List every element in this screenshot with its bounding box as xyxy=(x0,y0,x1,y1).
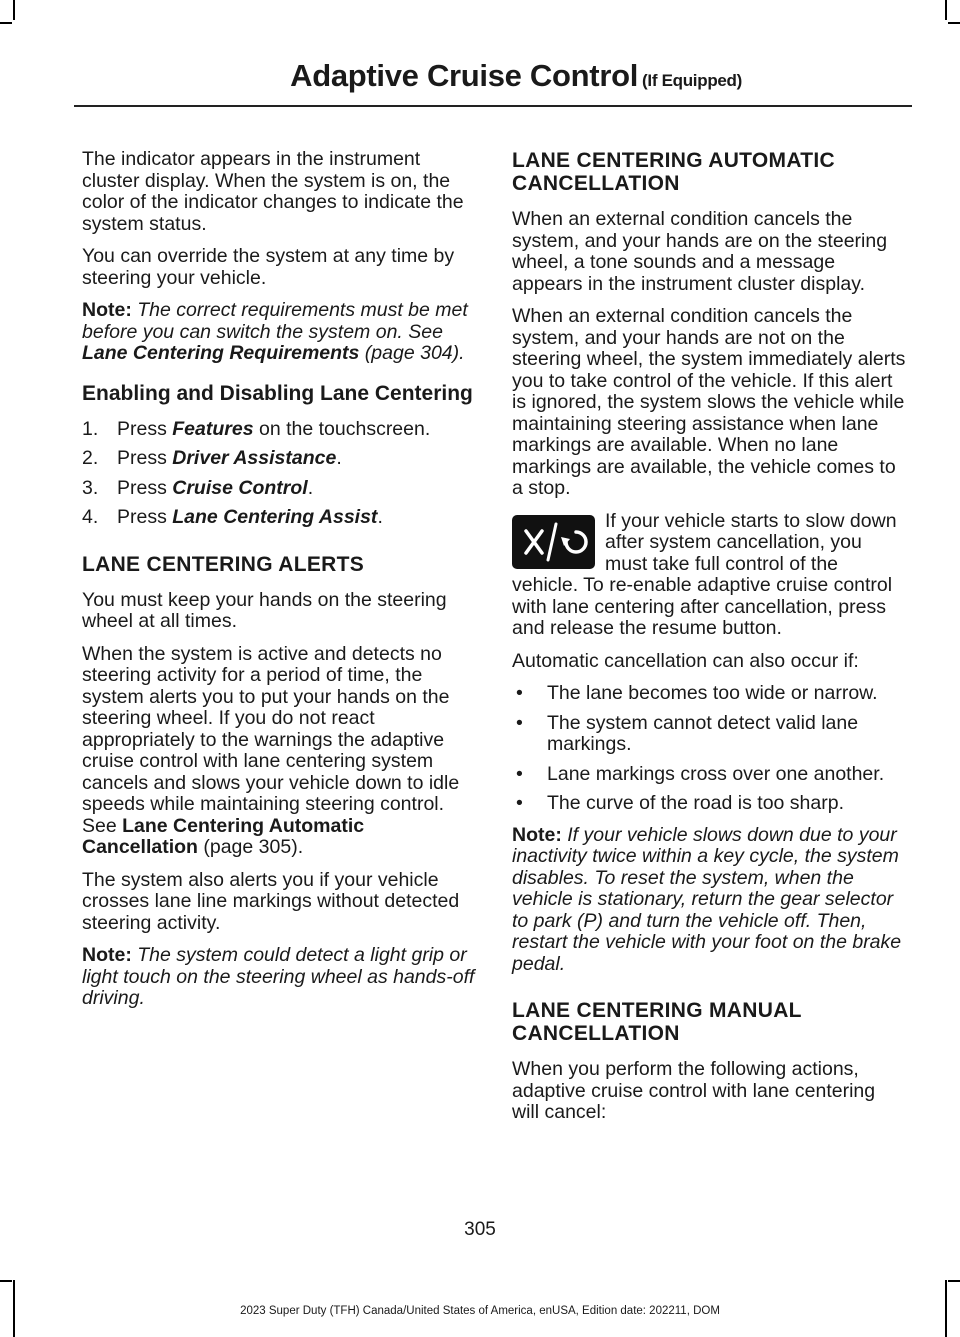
manual-cancellation-heading: LANE CENTERING MANUAL CANCELLATION xyxy=(512,999,802,1045)
steps-list xyxy=(82,419,477,529)
header-subtitle: (If Equipped) xyxy=(642,71,742,90)
step-text: Press xyxy=(117,506,173,528)
override-paragraph: You can override the system at any time by steering your vehicle. xyxy=(82,245,455,289)
step-number: 4. xyxy=(82,506,99,528)
step-item xyxy=(82,478,477,500)
list-item: • Lane markings cross over one another. xyxy=(516,762,885,785)
auto-conditions-intro: Automatic cancellation can also occur if: xyxy=(512,649,859,672)
list-item-text: The system cannot detect valid lane markings. xyxy=(547,711,859,755)
alerts-page-ref: (page 305). xyxy=(197,836,304,858)
crop-mark xyxy=(13,0,15,20)
conditions-list xyxy=(512,683,907,815)
automatic-cancellation-heading: LANE CENTERING AUTOMATIC CANCELLATION xyxy=(512,149,835,195)
cross-reference-link[interactable]: Lane Centering Requirements xyxy=(82,342,360,364)
alerts-heading: LANE CENTERING ALERTS xyxy=(82,552,365,576)
step-number: 2. xyxy=(82,447,99,469)
note-requirements xyxy=(82,300,477,365)
list-item: • The lane becomes too wide or narrow. xyxy=(516,682,878,704)
page-header-title xyxy=(290,58,742,94)
footer-edition-info: 2023 Super Duty (TFH) Canada/United States of America, enUSA, Edition date: 202211, DOM xyxy=(240,1305,720,1317)
intro-paragraph: The indicator appears in the instrument cluster display. When the system is on, the color of the indicator changes to indicate the system status. xyxy=(82,148,464,235)
note-text: If your vehicle slows down due to your inactivity twice within a key cycle, the system disables. To reset the system, when the vehicle is stationary, return the gear selector to park (P) and turn the vehicle off. Then, restart the vehicle with your foot on the brake pedal. xyxy=(512,823,902,975)
step-item xyxy=(82,507,477,529)
note-label: Note: xyxy=(512,823,562,846)
alerts-paragraph: You must keep your hands on the steering wheel at all times. xyxy=(82,588,447,632)
step-text: Press xyxy=(117,417,173,440)
step-item xyxy=(82,419,477,441)
step-number: 3. xyxy=(82,476,99,499)
step-text: . xyxy=(377,506,383,528)
note-label: Note: xyxy=(82,299,132,321)
step-text: . xyxy=(336,447,342,469)
note-hands-off xyxy=(82,945,477,1010)
step-term: Lane Centering Assist xyxy=(172,506,378,528)
step-text: Press xyxy=(117,476,173,499)
step-number: 1. xyxy=(82,417,99,440)
auto-paragraph-hands-on: When an external condition cancels the system, and your hands are on the steering wheel, a tone sounds and a message appears in the instrument cluster display. xyxy=(512,208,888,295)
step-term: Features xyxy=(172,417,254,440)
resume-block xyxy=(512,511,907,651)
note-label: Note: xyxy=(82,944,132,966)
step-text: on the touchscreen. xyxy=(253,417,431,440)
header-divider xyxy=(74,105,912,107)
right-column xyxy=(512,149,907,1135)
list-item-text: The curve of the road is too sharp. xyxy=(547,792,844,814)
resume-paragraph: If your vehicle starts to slow down after system cancellation, you must take full control of the vehicle. To re-enable adaptive cruise control with lane centering after cancellation, press and release the resume button. xyxy=(512,510,897,639)
list-item: • The curve of the road is too sharp. xyxy=(516,792,844,814)
crop-mark xyxy=(945,0,947,20)
step-term: Cruise Control xyxy=(172,476,308,499)
step-text: Press xyxy=(117,447,173,469)
crop-mark xyxy=(948,22,960,24)
step-text: . xyxy=(307,476,314,499)
header-title-text: Adaptive Cruise Control xyxy=(290,58,639,93)
list-item-text: Lane markings cross over one another. xyxy=(547,762,885,785)
left-column xyxy=(82,149,477,1021)
alerts-crossing-paragraph: The system also alerts you if your vehicle crosses lane line markings without detected steering activity. xyxy=(82,868,460,934)
step-term: Driver Assistance xyxy=(172,447,337,469)
cross-reference-link[interactable]: Lane Centering Automatic Cancellation xyxy=(82,814,365,858)
note-page-ref: (page 304). xyxy=(359,342,465,364)
alerts-detail-text: When the system is active and detects no steering activity for a period of time, the system alerts you to put your hands on the steering wheel. If you do not react appropriately to the warnings the adaptive cruise control with lane centering system cancels and slows your vehicle down to idle speeds while maintaining steering control. See xyxy=(82,642,460,837)
auto-paragraph-hands-off: When an external condition cancels the system, and your hands are not on the steering wheel, the system immediately alerts you to take control of the vehicle. If this alert is ignored, the system slows the vehicle while maintaining steering assistance when lane markings are available. When no lane markings are available, the vehicle comes to a stop. xyxy=(512,305,906,499)
enable-disable-heading: Enabling and Disabling Lane Centering xyxy=(82,381,473,405)
crop-mark xyxy=(0,1280,12,1282)
alerts-detail-paragraph xyxy=(82,644,477,859)
crop-mark xyxy=(948,1280,960,1282)
step-item xyxy=(82,448,477,470)
note-text: The system could detect a light grip or light touch on the steering wheel as hands-off driving. xyxy=(82,944,475,1009)
cruise-cancel-resume-icon xyxy=(512,515,595,569)
page-number: 305 xyxy=(464,1219,496,1240)
list-item: • The system cannot detect valid lane markings. xyxy=(512,713,907,756)
manual-paragraph: When you perform the following actions, adaptive cruise control with lane centering will cancel: xyxy=(512,1058,876,1123)
note-text: The correct requirements must be met before you can switch the system on. See xyxy=(82,299,468,343)
list-item-text: The lane becomes too wide or narrow. xyxy=(547,682,878,704)
crop-mark xyxy=(0,22,12,24)
note-inactivity xyxy=(512,825,907,976)
